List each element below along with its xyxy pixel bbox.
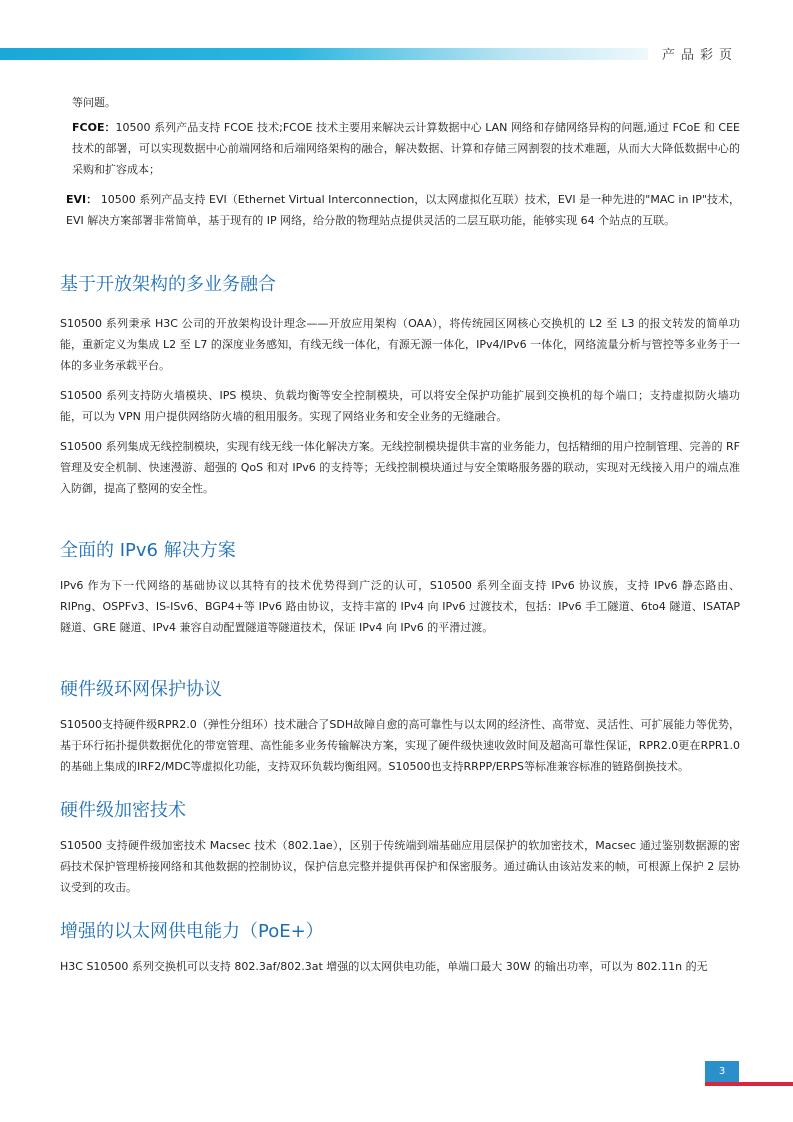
section-paragraph: S10500 支持硬件级加密技术 Macsec 技术（802.1ae），区别于传统端到端基础应用层保护的软加密技术，Macsec 通过鉴别数据源的密码技术保护管理桥接网络和其他数据的控制协议，保护信息完整并提供再保护和保密服务。通过确认由该站发来的帧，可根源上保护 2 层协议受到的攻击。: [60, 839, 740, 894]
evi-paragraph: [66, 189, 740, 231]
section-title-open-architecture: 基于开放架构的多业务融合: [60, 274, 276, 295]
fcoe-text: 10500 系列产品支持 FCOE 技术;FCOE 技术主要用来解决云计算数据中心 LAN 网络和存储网络异构的问题,通过 FCoE 和 CEE 技术的部署，可以实现数据中心前端网络和后端网络架构的融合，解决数据、计算和存储三网割裂的技术难题，从而大大降低数据中心的采购和扩容成本；: [72, 121, 740, 176]
section-title-encryption: 硬件级加密技术: [60, 800, 186, 821]
section-paragraph: S10500 系列支持防火墙模块、IPS 模块、负载均衡等安全控制模块，可以将安全保护功能扩展到交换机的每个端口；支持虚拟防火墙功能，可以为 VPN 用户提供网络防火墙的租用服务。实现了网络业务和安全业务的无缝融合。: [60, 389, 740, 423]
page-number: 3: [705, 1061, 739, 1082]
section-title-poe: 增强的以太网供电能力（PoE+）: [60, 921, 324, 942]
evi-term: EVI：: [66, 193, 98, 206]
evi-text: 10500 系列产品支持 EVI（Ethernet Virtual Interconnection，以太网虚拟化互联）技术，EVI 是一种先进的"MAC in IP"技术，EVI 解决方案部署非常简单，基于现有的 IP 网络，给分散的物理站点提供灵活的二层互联功能，能够实现 64 个站点的互联。: [66, 193, 740, 227]
intro-continuation: 等问题。: [72, 96, 116, 109]
section-paragraph: H3C S10500 系列交换机可以支持 802.3af/802.3at 增强的以太网供电功能，单端口最大 30W 的输出功率，可以为 802.11n 的无: [60, 960, 708, 973]
section-title-ipv6: 全面的 IPv6 解决方案: [60, 540, 236, 561]
section-paragraph: IPv6 作为下一代网络的基础协议以其特有的技术优势得到广泛的认可，S10500 系列全面支持 IPv6 协议族，支持 IPv6 静态路由、RIPng、OSPFv3、IS-ISv6、BGP4+等 IPv6 路由协议，支持丰富的 IPv4 向 IPv6 过渡技术，包括：IPv6 手工隧道、6to4 隧道、ISATAP 隧道、GRE 隧道、IPv4 兼容自动配置隧道等隧道技术，保证 IPv4 向 IPv6 的平滑过渡。: [60, 579, 740, 634]
section-paragraph: S10500 系列秉承 H3C 公司的开放架构设计理念——开放应用架构（OAA），将传统园区网核心交换机的 L2 至 L3 的报文转发的简单功能，重新定义为集成 L2 至 L7 的深度业务感知，有线无线一体化，有源无源一体化，IPv4/IPv6 一体化，网络流量分析与管控等多业务于一体的多业务承载平台。: [60, 317, 740, 372]
page-content: [60, 92, 740, 986]
section-paragraph: S10500 系列集成无线控制模块，实现有线无线一体化解决方案。无线控制模块提供丰富的业务能力，包括精细的用户控制管理、完善的 RF 管理及安全机制、快速漫游、超强的 QoS 和对 IPv6 的支持等；无线控制模块通过与安全策略服务器的联动，实现对无线接入用户的端点准入防御，提高了整网的安全性。: [60, 440, 740, 495]
footer-red-bar: [705, 1082, 793, 1086]
fcoe-term: FCOE：: [72, 121, 116, 134]
fcoe-paragraph: [72, 117, 740, 180]
section-paragraph: S10500支持硬件级RPR2.0（弹性分组环）技术融合了SDH故障自愈的高可靠性与以太网的经济性、高带宽、灵活性、可扩展能力等优势，基于环行拓扑提供数据优化的带宽管理、高性能多业务传输解决方案，实现了硬件级快速收敛时间及超高可靠性保证，RPR2.0更在RPR1.0的基础上集成的IRF2/MDC等虚拟化功能，支持双环负载均衡组网。S10500也支持RRPP/ERPS等标准兼容标准的链路倒换技术。: [60, 718, 740, 773]
header-label: 产品彩页: [662, 48, 739, 63]
header-gradient-bar: [0, 48, 648, 60]
section-title-ring-protection: 硬件级环网保护协议: [60, 679, 222, 700]
